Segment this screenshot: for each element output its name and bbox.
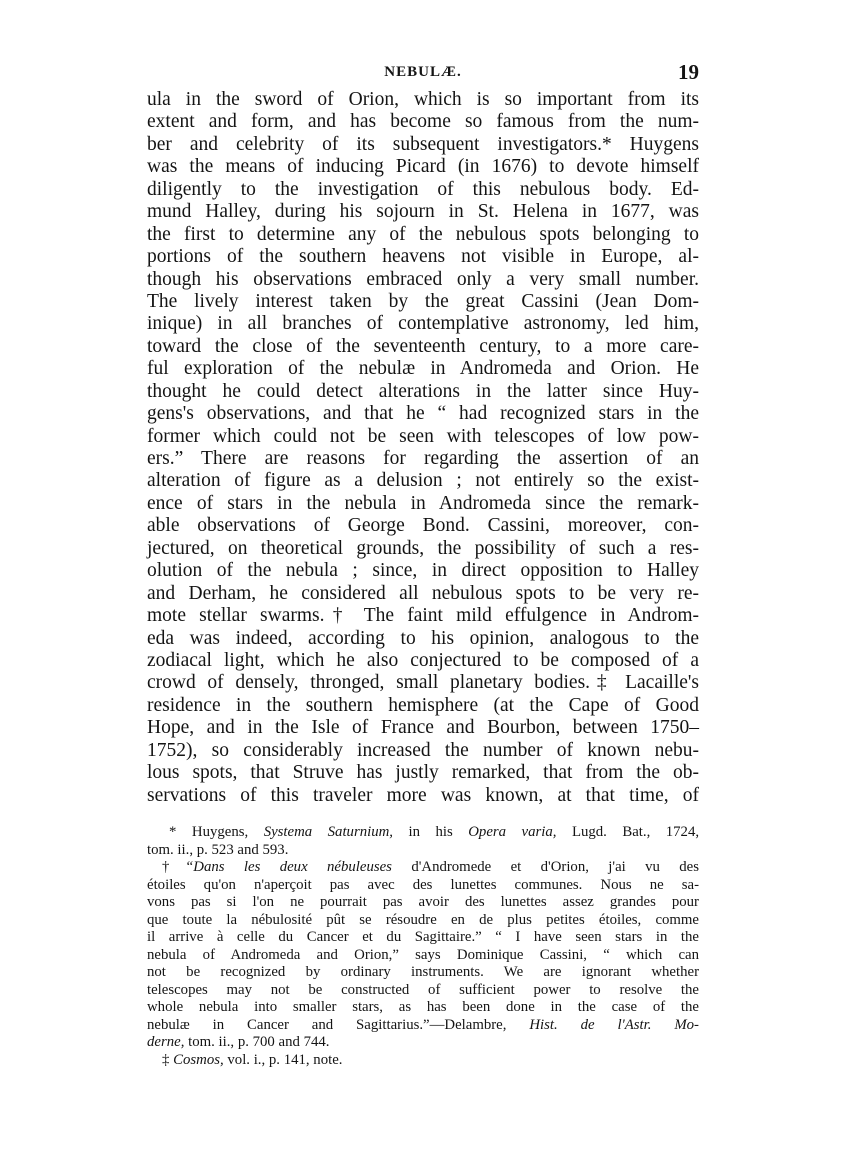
body-line: eda was indeed, according to his opinion, analogous to the	[147, 627, 699, 649]
body-line: toward the close of the seventeenth century, to a more care-	[147, 335, 699, 357]
body-line: was the means of inducing Picard (in 1676) to devote himself	[147, 156, 699, 178]
body-line: former which could not be seen with telescopes of low pow-	[147, 425, 699, 447]
body-line: alteration of figure as a delusion ; not entirely so the exist-	[147, 470, 699, 492]
footnote-2-line: étoiles qu'on n'aperçoit pas avec des lunettes communes. Nous ne sa-	[147, 876, 699, 893]
footnote-italic: Systema Saturnium,	[263, 824, 394, 840]
body-line: The lively interest taken by the great Cassini (Jean Dom-	[147, 290, 699, 312]
footnote-2-line: que toute la nébulosité pût se résoudre en de plus petites étoiles, comme	[147, 911, 699, 928]
body-line: lous spots, that Struve has justly remarked, that from the ob-	[147, 762, 699, 784]
body-line: zodiacal light, which he also conjectured to be composed of a	[147, 649, 699, 671]
body-line: though his observations embraced only a very small number.	[147, 268, 699, 290]
footnote-text: Huygens,	[191, 824, 249, 840]
footnote-1	[147, 824, 699, 842]
body-line: the first to determine any of the nebulous spots belonging to	[147, 223, 699, 245]
footnotes	[147, 824, 699, 1069]
footnote-mark: †	[162, 859, 186, 875]
footnote-2-line	[147, 1017, 699, 1035]
footnote-italic: Cosmos,	[173, 1051, 224, 1068]
body-text	[147, 89, 699, 807]
footnote-mark: ‡	[162, 1051, 170, 1068]
body-line: ula in the sword of Orion, which is so important from its	[147, 89, 699, 110]
body-line: and Derham, he considered all nebulous spots to be very re-	[147, 582, 699, 604]
footnote-2-line: not be recognized by ordinary instruments. We are ignorant whether	[147, 964, 699, 980]
footnote-italic: Hist. de l'Astr. Mo-	[529, 1016, 699, 1033]
body-line: ber and celebrity of its subsequent investigators.* Huygens	[147, 133, 699, 155]
body-line: diligently to the investigation of this nebulous body. Ed-	[147, 178, 699, 200]
body-line: gens's observations, and that he “ had recognized stars in the	[147, 403, 699, 425]
body-line: servations of this traveler more was known, at that time, of	[147, 784, 699, 806]
body-line: residence in the southern hemisphere (at the Cape of Good	[147, 694, 699, 716]
footnote-2-line: nebula of Andromeda and Orion,” says Dominique Cassini, “ which can	[147, 946, 699, 963]
body-line: mund Halley, during his sojourn in St. Helena in 1677, was	[147, 201, 699, 223]
footnote-2-line	[147, 1034, 699, 1052]
footnote-2	[147, 859, 699, 877]
body-line: ence of stars in the nebula in Andromeda since the remark-	[147, 492, 699, 514]
footnote-text: nebulæ in Cancer and Sagittarius.”—Delambre,	[147, 1016, 507, 1033]
body-line: Hope, and in the Isle of France and Bourbon, between 1750–	[147, 717, 699, 739]
footnote-text: Lugd. Bat., 1724,	[571, 824, 700, 840]
footnote-1-line: tom. ii., p. 523 and 593.	[147, 841, 289, 858]
body-line: extent and form, and has become so famous from the num-	[147, 111, 699, 133]
body-line: olution of the nebula ; since, in direct opposition to Halley	[147, 560, 699, 582]
body-line: mote stellar swarms.† The faint mild effulgence in Androm-	[147, 605, 699, 627]
footnote-italic: “Dans les deux nébuleuses	[185, 859, 392, 875]
footnote-3	[147, 1052, 699, 1070]
body-line: thought he could detect alterations in the latter since Huy-	[147, 380, 699, 402]
footnote-2-line: whole nebula into smaller stars, as has been done in the case of the	[147, 999, 699, 1015]
footnote-italic: Opera varia,	[468, 824, 557, 840]
footnote-italic: derne,	[147, 1034, 185, 1050]
body-line: crowd of densely, thronged, small planetary bodies.‡ Lacaille's	[147, 672, 699, 694]
footnote-2-body	[147, 877, 699, 1017]
running-head	[147, 60, 699, 86]
body-line: ers.” There are reasons for regarding the assertion of an	[147, 448, 699, 469]
footnote-mark: *	[169, 824, 177, 840]
page-number: 19	[678, 60, 699, 84]
body-line: portions of the southern heavens not visible in Europe, al-	[147, 246, 699, 268]
footnote-2-line: il arrive à celle du Cancer et du Sagittaire.” “ I have seen stars in the	[147, 929, 699, 945]
body-line: 1752), so considerably increased the number of known nebu-	[147, 739, 699, 761]
footnote-text: vol. i., p. 141, note.	[227, 1051, 343, 1068]
footnote-2-line: telescopes may not be constructed of sufficient power to resolve the	[147, 981, 699, 998]
body-line: inique) in all branches of contemplative astronomy, led him,	[147, 313, 699, 335]
footnote-text: tom. ii., p. 700 and 744.	[188, 1034, 330, 1050]
body-line: jectured, on theoretical grounds, the possibility of such a res-	[147, 537, 699, 559]
body-line: able observations of George Bond. Cassini, moreover, con-	[147, 515, 699, 537]
running-head-title: NEBULÆ.	[384, 64, 462, 80]
body-line: ful exploration of the nebulæ in Andromeda and Orion. He	[147, 358, 699, 380]
footnote-text: in his	[408, 824, 453, 840]
footnote-text: d'Andromede et d'Orion, j'ai vu des	[411, 859, 699, 875]
footnote-2-line: vons pas si l'on ne pourrait pas avoir des lunettes assez grandes pour	[147, 894, 699, 910]
